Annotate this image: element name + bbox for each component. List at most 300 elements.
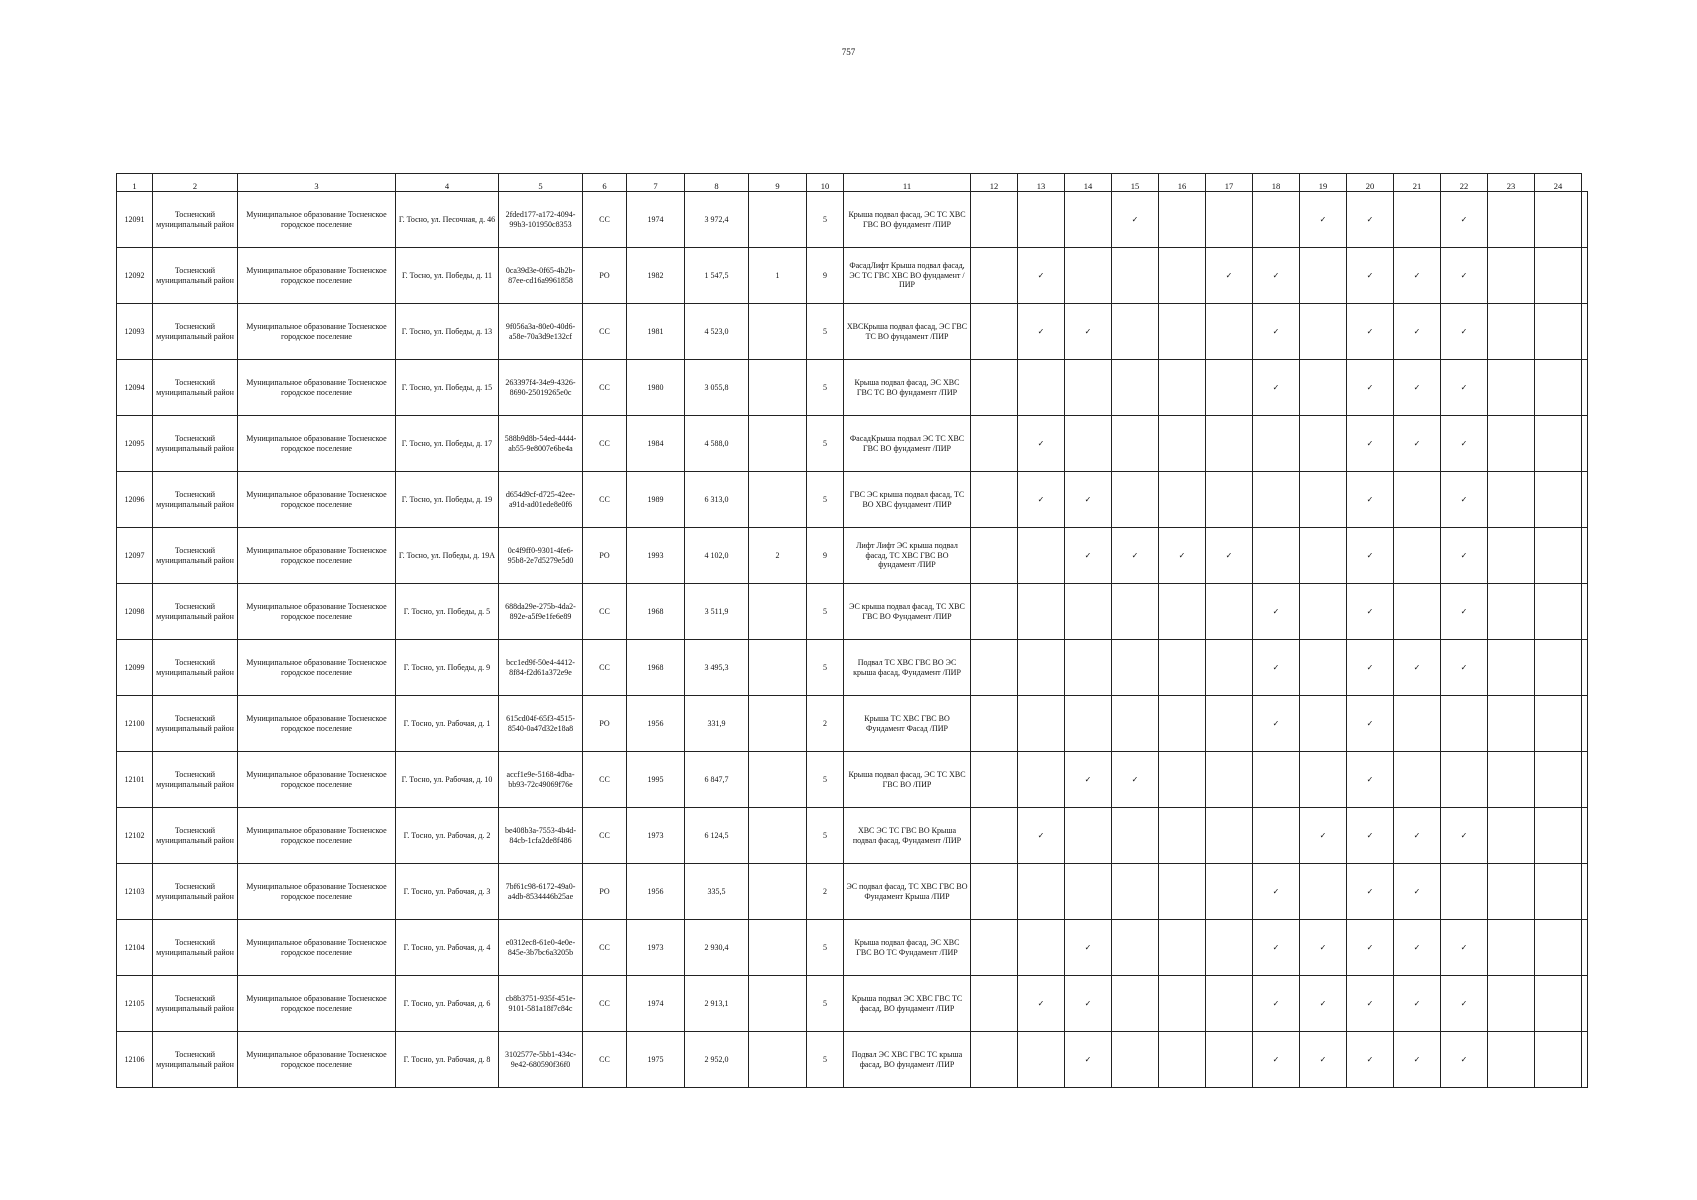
empty-cell xyxy=(1206,192,1253,248)
record-number: 12094 xyxy=(117,360,153,416)
record-number: 12103 xyxy=(117,864,153,920)
build-year-cell: 1973 xyxy=(627,920,685,976)
empty-cell xyxy=(1535,584,1582,640)
empty-cell xyxy=(1206,808,1253,864)
lift-count-cell xyxy=(749,808,807,864)
check-mark-icon: ✓ xyxy=(1441,528,1488,584)
empty-cell xyxy=(1065,416,1112,472)
works-list-cell: Лифт Лифт ЭС крыша подвал фасад, ТС ХВС ГВС ВО фундамент /ПИР xyxy=(844,528,971,584)
empty-cell xyxy=(1206,696,1253,752)
column-header: 10 xyxy=(807,174,844,192)
address-cell: Г. Тосно, ул. Победы, д. 5 xyxy=(396,584,499,640)
area-cell: 3 055,8 xyxy=(685,360,749,416)
check-mark-icon: ✓ xyxy=(1347,416,1394,472)
empty-cell xyxy=(1206,472,1253,528)
check-mark-icon: ✓ xyxy=(1394,920,1441,976)
house-guid-cell: 263397f4-34e9-4326-8690-25019265e0c xyxy=(499,360,583,416)
check-mark-icon: ✓ xyxy=(1347,472,1394,528)
empty-cell xyxy=(1488,976,1535,1032)
empty-cell xyxy=(1065,640,1112,696)
column-header: 6 xyxy=(583,174,627,192)
municipality-cell: Муниципальное образование Тосненское городское поселение xyxy=(238,416,396,472)
empty-cell xyxy=(1535,472,1582,528)
empty-cell xyxy=(971,304,1018,360)
table-body xyxy=(117,174,1588,1088)
record-number: 12095 xyxy=(117,416,153,472)
check-mark-icon: ✓ xyxy=(1300,808,1347,864)
column-header: 1 xyxy=(117,174,153,192)
empty-cell xyxy=(1112,696,1159,752)
area-cell: 3 495,3 xyxy=(685,640,749,696)
column-header: 13 xyxy=(1018,174,1065,192)
works-list-cell: Крыша подвал фасад, ЭС ХВС ГВС ТС ВО фундамент /ПИР xyxy=(844,360,971,416)
column-header: 12 xyxy=(971,174,1018,192)
empty-cell xyxy=(1535,192,1582,248)
address-cell: Г. Тосно, ул. Победы, д. 19 xyxy=(396,472,499,528)
column-header: 9 xyxy=(749,174,807,192)
table-row xyxy=(117,472,1588,528)
lift-count-cell xyxy=(749,976,807,1032)
check-mark-icon: ✓ xyxy=(1441,192,1488,248)
build-year-cell: 1968 xyxy=(627,584,685,640)
check-mark-icon: ✓ xyxy=(1065,752,1112,808)
address-cell: Г. Тосно, ул. Рабочая, д. 6 xyxy=(396,976,499,1032)
lift-count-cell xyxy=(749,1032,807,1088)
empty-cell xyxy=(1159,584,1206,640)
table-row xyxy=(117,1032,1588,1088)
empty-cell xyxy=(1300,640,1347,696)
floors-cell: 5 xyxy=(807,808,844,864)
district-cell: Тосненский муниципальный район xyxy=(153,192,238,248)
district-cell: Тосненский муниципальный район xyxy=(153,248,238,304)
empty-cell xyxy=(1065,864,1112,920)
empty-cell xyxy=(1065,248,1112,304)
lift-count-cell xyxy=(749,360,807,416)
check-mark-icon: ✓ xyxy=(1253,360,1300,416)
build-year-cell: 1989 xyxy=(627,472,685,528)
house-guid-cell: 0ca39d3e-0f65-4b2b-87ee-cd16a9961858 xyxy=(499,248,583,304)
empty-cell xyxy=(1112,864,1159,920)
check-mark-icon: ✓ xyxy=(1347,808,1394,864)
check-mark-icon: ✓ xyxy=(1441,416,1488,472)
check-mark-icon: ✓ xyxy=(1347,584,1394,640)
address-cell: Г. Тосно, ул. Рабочая, д. 8 xyxy=(396,1032,499,1088)
empty-cell xyxy=(1112,976,1159,1032)
lift-count-cell xyxy=(749,416,807,472)
floors-cell: 5 xyxy=(807,472,844,528)
floors-cell: 5 xyxy=(807,1032,844,1088)
column-header: 16 xyxy=(1159,174,1206,192)
check-mark-icon: ✓ xyxy=(1253,248,1300,304)
ownership-form-cell: СС xyxy=(583,640,627,696)
empty-cell xyxy=(1112,584,1159,640)
table-row xyxy=(117,360,1588,416)
empty-cell xyxy=(1535,528,1582,584)
empty-cell xyxy=(1582,808,1588,864)
floors-cell: 9 xyxy=(807,528,844,584)
table-row xyxy=(117,976,1588,1032)
empty-cell xyxy=(1535,920,1582,976)
empty-cell xyxy=(1394,584,1441,640)
empty-cell xyxy=(971,752,1018,808)
ownership-form-cell: РО xyxy=(583,248,627,304)
empty-cell xyxy=(1206,920,1253,976)
check-mark-icon: ✓ xyxy=(1441,976,1488,1032)
empty-cell xyxy=(1159,472,1206,528)
check-mark-icon: ✓ xyxy=(1018,808,1065,864)
empty-cell xyxy=(1159,920,1206,976)
district-cell: Тосненский муниципальный район xyxy=(153,416,238,472)
record-number: 12105 xyxy=(117,976,153,1032)
municipality-cell: Муниципальное образование Тосненское городское поселение xyxy=(238,304,396,360)
column-header-row xyxy=(117,174,1588,192)
floors-cell: 2 xyxy=(807,696,844,752)
column-header: 15 xyxy=(1112,174,1159,192)
check-mark-icon: ✓ xyxy=(1441,472,1488,528)
empty-cell xyxy=(971,472,1018,528)
empty-cell xyxy=(1300,752,1347,808)
check-mark-icon: ✓ xyxy=(1347,248,1394,304)
ownership-form-cell: СС xyxy=(583,416,627,472)
empty-cell xyxy=(1159,808,1206,864)
empty-cell xyxy=(1535,752,1582,808)
check-mark-icon: ✓ xyxy=(1441,1032,1488,1088)
empty-cell xyxy=(1488,248,1535,304)
check-mark-icon: ✓ xyxy=(1065,472,1112,528)
empty-cell xyxy=(1206,864,1253,920)
record-number: 12093 xyxy=(117,304,153,360)
empty-cell xyxy=(1535,640,1582,696)
area-cell: 2 930,4 xyxy=(685,920,749,976)
district-cell: Тосненский муниципальный район xyxy=(153,360,238,416)
empty-cell xyxy=(1535,360,1582,416)
empty-cell xyxy=(1300,584,1347,640)
check-mark-icon: ✓ xyxy=(1253,696,1300,752)
lift-count-cell xyxy=(749,304,807,360)
column-header: 4 xyxy=(396,174,499,192)
column-header: 5 xyxy=(499,174,583,192)
empty-cell xyxy=(1582,528,1588,584)
lift-count-cell xyxy=(749,640,807,696)
ownership-form-cell: РО xyxy=(583,528,627,584)
district-cell: Тосненский муниципальный район xyxy=(153,976,238,1032)
works-list-cell: Подвал ЭС ХВС ГВС ТС крыша фасад, ВО фундамент /ПИР xyxy=(844,1032,971,1088)
house-guid-cell: accf1e9e-5168-4dba-bb93-72c49069f76e xyxy=(499,752,583,808)
check-mark-icon: ✓ xyxy=(1206,528,1253,584)
district-cell: Тосненский муниципальный район xyxy=(153,752,238,808)
area-cell: 4 588,0 xyxy=(685,416,749,472)
district-cell: Тосненский муниципальный район xyxy=(153,304,238,360)
empty-cell xyxy=(971,584,1018,640)
lift-count-cell xyxy=(749,472,807,528)
empty-cell xyxy=(1582,864,1588,920)
empty-cell xyxy=(1018,640,1065,696)
check-mark-icon: ✓ xyxy=(1065,920,1112,976)
empty-cell xyxy=(1018,696,1065,752)
empty-cell xyxy=(1300,248,1347,304)
check-mark-icon: ✓ xyxy=(1441,248,1488,304)
column-header: 2 xyxy=(153,174,238,192)
empty-cell xyxy=(1582,696,1588,752)
empty-cell xyxy=(1488,696,1535,752)
ownership-form-cell: СС xyxy=(583,304,627,360)
build-year-cell: 1956 xyxy=(627,864,685,920)
empty-cell xyxy=(971,696,1018,752)
empty-cell xyxy=(971,192,1018,248)
record-number: 12096 xyxy=(117,472,153,528)
build-year-cell: 1974 xyxy=(627,976,685,1032)
check-mark-icon: ✓ xyxy=(1394,360,1441,416)
check-mark-icon: ✓ xyxy=(1112,528,1159,584)
empty-cell xyxy=(1394,696,1441,752)
empty-cell xyxy=(1206,640,1253,696)
check-mark-icon: ✓ xyxy=(1394,808,1441,864)
floors-cell: 2 xyxy=(807,864,844,920)
municipality-cell: Муниципальное образование Тосненское городское поселение xyxy=(238,584,396,640)
record-number: 12097 xyxy=(117,528,153,584)
house-guid-cell: d654d9cf-d725-42ee-a91d-ad01ede8e0f6 xyxy=(499,472,583,528)
empty-cell xyxy=(971,528,1018,584)
ownership-form-cell: СС xyxy=(583,920,627,976)
empty-cell xyxy=(1206,360,1253,416)
ownership-form-cell: СС xyxy=(583,1032,627,1088)
empty-cell xyxy=(1488,808,1535,864)
empty-cell xyxy=(1112,920,1159,976)
check-mark-icon: ✓ xyxy=(1441,360,1488,416)
check-mark-icon: ✓ xyxy=(1253,976,1300,1032)
table-row xyxy=(117,304,1588,360)
municipality-cell: Муниципальное образование Тосненское городское поселение xyxy=(238,472,396,528)
check-mark-icon: ✓ xyxy=(1347,1032,1394,1088)
lift-count-cell xyxy=(749,752,807,808)
empty-cell xyxy=(1488,752,1535,808)
empty-cell xyxy=(1488,640,1535,696)
check-mark-icon: ✓ xyxy=(1253,1032,1300,1088)
column-header: 17 xyxy=(1206,174,1253,192)
empty-cell xyxy=(1159,696,1206,752)
check-mark-icon: ✓ xyxy=(1018,248,1065,304)
empty-cell xyxy=(1112,640,1159,696)
check-mark-icon: ✓ xyxy=(1347,192,1394,248)
empty-cell xyxy=(1018,528,1065,584)
municipality-cell: Муниципальное образование Тосненское городское поселение xyxy=(238,864,396,920)
works-list-cell: ФасадКрыша подвал ЭС ТС ХВС ГВС ВО фундамент /ПИР xyxy=(844,416,971,472)
check-mark-icon: ✓ xyxy=(1300,920,1347,976)
municipality-cell: Муниципальное образование Тосненское городское поселение xyxy=(238,528,396,584)
check-mark-icon: ✓ xyxy=(1018,472,1065,528)
empty-cell xyxy=(1582,976,1588,1032)
municipality-cell: Муниципальное образование Тосненское городское поселение xyxy=(238,360,396,416)
table-row xyxy=(117,528,1588,584)
floors-cell: 9 xyxy=(807,248,844,304)
empty-cell xyxy=(1159,304,1206,360)
column-header: 22 xyxy=(1441,174,1488,192)
empty-cell xyxy=(1112,472,1159,528)
check-mark-icon: ✓ xyxy=(1441,304,1488,360)
ownership-form-cell: РО xyxy=(583,696,627,752)
check-mark-icon: ✓ xyxy=(1018,976,1065,1032)
works-list-cell: ГВС ЭС крыша подвал фасад, ТС ВО ХВС фундамент /ПИР xyxy=(844,472,971,528)
housing-table xyxy=(116,173,1588,1088)
empty-cell xyxy=(1441,752,1488,808)
check-mark-icon: ✓ xyxy=(1394,640,1441,696)
check-mark-icon: ✓ xyxy=(1394,304,1441,360)
build-year-cell: 1973 xyxy=(627,808,685,864)
empty-cell xyxy=(1300,864,1347,920)
ownership-form-cell: СС xyxy=(583,192,627,248)
empty-cell xyxy=(1488,360,1535,416)
check-mark-icon: ✓ xyxy=(1065,528,1112,584)
address-cell: Г. Тосно, ул. Рабочая, д. 4 xyxy=(396,920,499,976)
check-mark-icon: ✓ xyxy=(1300,192,1347,248)
empty-cell xyxy=(1253,472,1300,528)
address-cell: Г. Тосно, ул. Рабочая, д. 2 xyxy=(396,808,499,864)
empty-cell xyxy=(1065,360,1112,416)
empty-cell xyxy=(1535,864,1582,920)
column-header: 11 xyxy=(844,174,971,192)
floors-cell: 5 xyxy=(807,920,844,976)
record-number: 12092 xyxy=(117,248,153,304)
check-mark-icon: ✓ xyxy=(1112,752,1159,808)
empty-cell xyxy=(1206,1032,1253,1088)
empty-cell xyxy=(971,920,1018,976)
address-cell: Г. Тосно, ул. Победы, д. 17 xyxy=(396,416,499,472)
municipality-cell: Муниципальное образование Тосненское городское поселение xyxy=(238,1032,396,1088)
empty-cell xyxy=(1394,192,1441,248)
district-cell: Тосненский муниципальный район xyxy=(153,472,238,528)
municipality-cell: Муниципальное образование Тосненское городское поселение xyxy=(238,696,396,752)
table-row xyxy=(117,808,1588,864)
district-cell: Тосненский муниципальный район xyxy=(153,1032,238,1088)
empty-cell xyxy=(971,248,1018,304)
area-cell: 3 972,4 xyxy=(685,192,749,248)
check-mark-icon: ✓ xyxy=(1347,528,1394,584)
empty-cell xyxy=(1535,304,1582,360)
table-row xyxy=(117,864,1588,920)
check-mark-icon: ✓ xyxy=(1394,864,1441,920)
table-row xyxy=(117,640,1588,696)
check-mark-icon: ✓ xyxy=(1065,1032,1112,1088)
build-year-cell: 1984 xyxy=(627,416,685,472)
empty-cell xyxy=(1582,304,1588,360)
works-list-cell: Крыша подвал фасад, ЭС ТС ХВС ГВС ВО фундамент /ПИР xyxy=(844,192,971,248)
check-mark-icon: ✓ xyxy=(1253,864,1300,920)
ownership-form-cell: СС xyxy=(583,976,627,1032)
check-mark-icon: ✓ xyxy=(1347,304,1394,360)
check-mark-icon: ✓ xyxy=(1347,752,1394,808)
record-number: 12100 xyxy=(117,696,153,752)
column-header: 8 xyxy=(685,174,749,192)
ownership-form-cell: СС xyxy=(583,360,627,416)
empty-cell xyxy=(1253,808,1300,864)
empty-cell xyxy=(1159,248,1206,304)
house-guid-cell: 2fded177-a172-4094-99b3-101950c8353 xyxy=(499,192,583,248)
address-cell: Г. Тосно, ул. Победы, д. 9 xyxy=(396,640,499,696)
check-mark-icon: ✓ xyxy=(1206,248,1253,304)
column-header: 3 xyxy=(238,174,396,192)
empty-cell xyxy=(1582,248,1588,304)
empty-cell xyxy=(971,864,1018,920)
lift-count-cell xyxy=(749,920,807,976)
empty-cell xyxy=(1488,472,1535,528)
empty-cell xyxy=(1488,864,1535,920)
empty-cell xyxy=(1112,360,1159,416)
empty-cell xyxy=(1582,416,1588,472)
empty-cell xyxy=(1159,640,1206,696)
area-cell: 335,5 xyxy=(685,864,749,920)
table-row xyxy=(117,920,1588,976)
area-cell: 1 547,5 xyxy=(685,248,749,304)
check-mark-icon: ✓ xyxy=(1159,528,1206,584)
house-guid-cell: 615cd04f-65f3-4515-8540-0a47d32e18a8 xyxy=(499,696,583,752)
empty-cell xyxy=(1488,192,1535,248)
empty-cell xyxy=(1582,360,1588,416)
empty-cell xyxy=(1582,192,1588,248)
house-guid-cell: 688da29e-275b-4da2-892e-a5f9e1fe6e89 xyxy=(499,584,583,640)
empty-cell xyxy=(971,976,1018,1032)
works-list-cell: ХВС ЭС ТС ГВС ВО Крыша подвал фасад, Фундамент /ПИР xyxy=(844,808,971,864)
empty-cell xyxy=(1488,584,1535,640)
floors-cell: 5 xyxy=(807,192,844,248)
table-row xyxy=(117,752,1588,808)
empty-cell xyxy=(1300,528,1347,584)
check-mark-icon: ✓ xyxy=(1253,640,1300,696)
works-list-cell: ЭС крыша подвал фасад, ТС ХВС ГВС ВО Фундамент /ПИР xyxy=(844,584,971,640)
house-guid-cell: bcc1ed9f-50e4-4412-8f84-f2d61a372e9e xyxy=(499,640,583,696)
check-mark-icon: ✓ xyxy=(1441,920,1488,976)
build-year-cell: 1956 xyxy=(627,696,685,752)
works-list-cell: ЭС подвал фасад, ТС ХВС ГВС ВО Фундамент Крыша /ПИР xyxy=(844,864,971,920)
empty-cell xyxy=(1018,864,1065,920)
empty-cell xyxy=(1300,304,1347,360)
lift-count-cell xyxy=(749,696,807,752)
empty-cell xyxy=(1112,1032,1159,1088)
empty-cell xyxy=(1159,360,1206,416)
district-cell: Тосненский муниципальный район xyxy=(153,640,238,696)
record-number: 12099 xyxy=(117,640,153,696)
floors-cell: 5 xyxy=(807,976,844,1032)
floors-cell: 5 xyxy=(807,640,844,696)
empty-cell xyxy=(971,640,1018,696)
empty-cell xyxy=(1488,1032,1535,1088)
ownership-form-cell: СС xyxy=(583,808,627,864)
ownership-form-cell: РО xyxy=(583,864,627,920)
empty-cell xyxy=(1394,528,1441,584)
municipality-cell: Муниципальное образование Тосненское городское поселение xyxy=(238,640,396,696)
address-cell: Г. Тосно, ул. Победы, д. 13 xyxy=(396,304,499,360)
column-header: 18 xyxy=(1253,174,1300,192)
floors-cell: 5 xyxy=(807,584,844,640)
empty-cell xyxy=(1441,864,1488,920)
lift-count-cell xyxy=(749,864,807,920)
check-mark-icon: ✓ xyxy=(1253,584,1300,640)
floors-cell: 5 xyxy=(807,416,844,472)
check-mark-icon: ✓ xyxy=(1394,416,1441,472)
check-mark-icon: ✓ xyxy=(1347,640,1394,696)
empty-cell xyxy=(1206,416,1253,472)
house-guid-cell: be408b3a-7553-4b4d-84cb-1cfa2de8f486 xyxy=(499,808,583,864)
empty-cell xyxy=(1065,584,1112,640)
check-mark-icon: ✓ xyxy=(1253,304,1300,360)
build-year-cell: 1980 xyxy=(627,360,685,416)
district-cell: Тосненский муниципальный район xyxy=(153,528,238,584)
municipality-cell: Муниципальное образование Тосненское городское поселение xyxy=(238,248,396,304)
check-mark-icon: ✓ xyxy=(1347,920,1394,976)
area-cell: 331,9 xyxy=(685,696,749,752)
check-mark-icon: ✓ xyxy=(1347,976,1394,1032)
check-mark-icon: ✓ xyxy=(1394,1032,1441,1088)
area-cell: 6 313,0 xyxy=(685,472,749,528)
